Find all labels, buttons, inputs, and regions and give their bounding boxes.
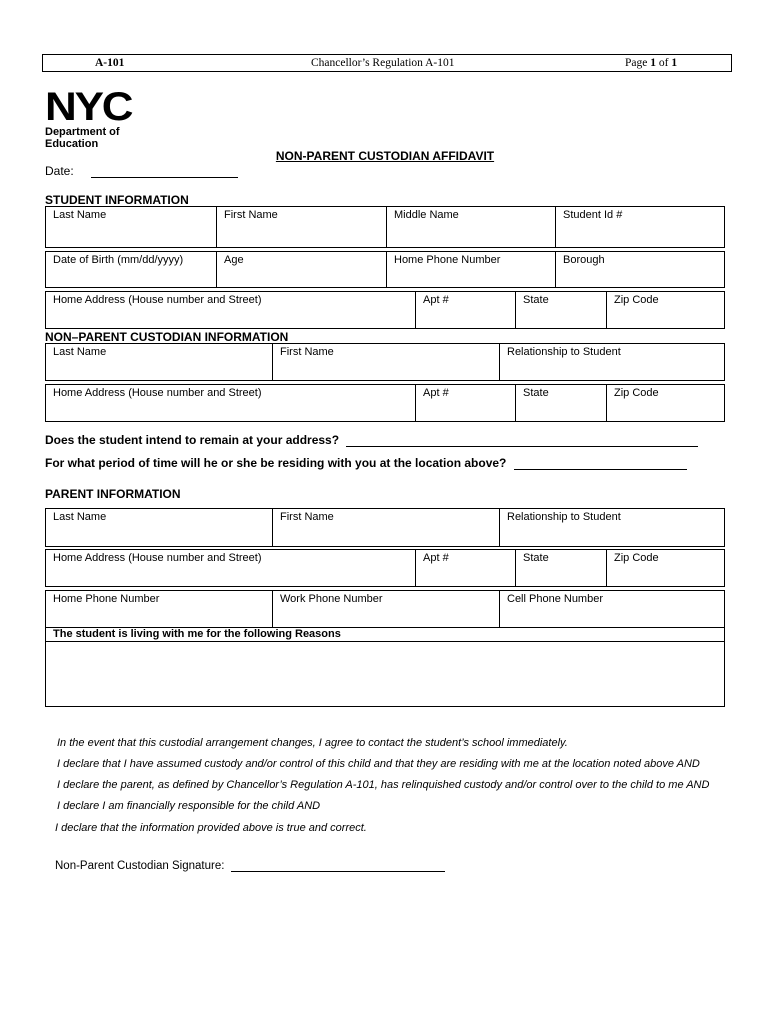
declaration-2: I declare that I have assumed custody and/or control of this child and that they are residing with me at the location noted above AND — [57, 758, 700, 770]
declaration-5: I declare that the information provided above is true and correct. — [55, 822, 367, 834]
student-age-field[interactable]: Age — [216, 252, 386, 287]
parent-first-name-field[interactable]: First Name — [272, 509, 499, 546]
declaration-3: I declare the parent, as defined by Chancellor’s Regulation A-101, has relinquished custody and/or control over to the child to me AND — [57, 779, 710, 791]
parent-state-field[interactable]: State — [515, 550, 606, 586]
reasons-header — [46, 628, 724, 642]
student-middle-name-field[interactable]: Middle Name — [386, 207, 555, 247]
parent-apt-field[interactable]: Apt # — [415, 550, 515, 586]
student-section-heading: STUDENT INFORMATION — [45, 193, 189, 207]
student-first-name-field[interactable]: First Name — [216, 207, 386, 247]
custodian-zip-field[interactable]: Zip Code — [606, 385, 726, 421]
date-label: Date: — [45, 164, 74, 178]
question-remain-text: Does the student intend to remain at your address? — [45, 433, 340, 447]
student-name-row — [45, 206, 725, 248]
parent-relationship-field[interactable]: Relationship to Student — [499, 509, 726, 546]
custodian-state-field[interactable]: State — [515, 385, 606, 421]
student-home-phone-field[interactable]: Home Phone Number — [386, 252, 555, 287]
reasons-box — [45, 627, 725, 707]
parent-name-row — [45, 508, 725, 547]
custodian-address-field[interactable]: Home Address (House number and Street) — [53, 387, 262, 399]
signature-row — [55, 858, 445, 872]
parent-section-heading: PARENT INFORMATION — [45, 487, 181, 501]
doe-logo — [45, 85, 132, 150]
logo-line-2: Education — [45, 138, 99, 150]
page-number: Page 1 of 1 — [625, 57, 678, 69]
student-last-name-field[interactable]: Last Name — [53, 209, 107, 221]
signature-field[interactable] — [231, 858, 445, 872]
declaration-1: In the event that this custodial arrangement changes, I agree to contact the student’s school immediately. — [57, 737, 568, 749]
student-state-field[interactable]: State — [515, 292, 606, 328]
custodian-first-name-field[interactable]: First Name — [272, 344, 499, 380]
parent-zip-field[interactable]: Zip Code — [606, 550, 726, 586]
form-code: A-101 — [95, 57, 125, 69]
custodian-relationship-field[interactable]: Relationship to Student — [499, 344, 726, 380]
question-period-text: For what period of time will he or she be residing with you at the location above? — [45, 456, 507, 470]
reasons-field[interactable] — [46, 642, 724, 706]
student-address-row — [45, 291, 725, 329]
date-row — [45, 163, 238, 178]
parent-work-phone-field[interactable]: Work Phone Number — [272, 591, 499, 627]
reasons-label: The student is living with me for the following Reasons — [53, 628, 341, 640]
answer-period-field[interactable] — [514, 456, 687, 470]
student-address-field[interactable]: Home Address (House number and Street) — [53, 294, 262, 306]
custodian-name-row — [45, 343, 725, 381]
student-borough-field[interactable]: Borough — [555, 252, 726, 287]
parent-phone-row — [45, 590, 725, 628]
student-dob-row — [45, 251, 725, 288]
custodian-apt-field[interactable]: Apt # — [415, 385, 515, 421]
date-field[interactable] — [91, 163, 238, 178]
custodian-last-name-field[interactable]: Last Name — [53, 346, 107, 358]
page-header — [42, 54, 732, 72]
question-remain — [45, 433, 715, 447]
regulation-title: Chancellor’s Regulation A-101 — [311, 57, 455, 69]
answer-remain-field[interactable] — [346, 433, 698, 447]
parent-cell-phone-field[interactable]: Cell Phone Number — [499, 591, 726, 627]
parent-last-name-field[interactable]: Last Name — [53, 511, 107, 523]
custodian-address-row — [45, 384, 725, 422]
student-apt-field[interactable]: Apt # — [415, 292, 515, 328]
student-dob-field[interactable]: Date of Birth (mm/dd/yyyy) — [53, 254, 184, 266]
question-period — [45, 456, 715, 470]
parent-home-phone-field[interactable]: Home Phone Number — [53, 593, 160, 605]
parent-address-field[interactable]: Home Address (House number and Street) — [53, 552, 262, 564]
student-id-field[interactable]: Student Id # — [555, 207, 726, 247]
parent-address-row — [45, 549, 725, 587]
logo-line-1: Department of — [45, 126, 120, 138]
signature-label: Non-Parent Custodian Signature: — [55, 860, 225, 872]
nyc-logo-mark: NYC — [45, 85, 132, 129]
custodian-section-heading: NON–PARENT CUSTODIAN INFORMATION — [45, 330, 289, 344]
declaration-4: I declare I am financially responsible for the child AND — [57, 800, 321, 812]
form-title: NON-PARENT CUSTODIAN AFFIDAVIT — [275, 149, 495, 163]
student-zip-field[interactable]: Zip Code — [606, 292, 726, 328]
